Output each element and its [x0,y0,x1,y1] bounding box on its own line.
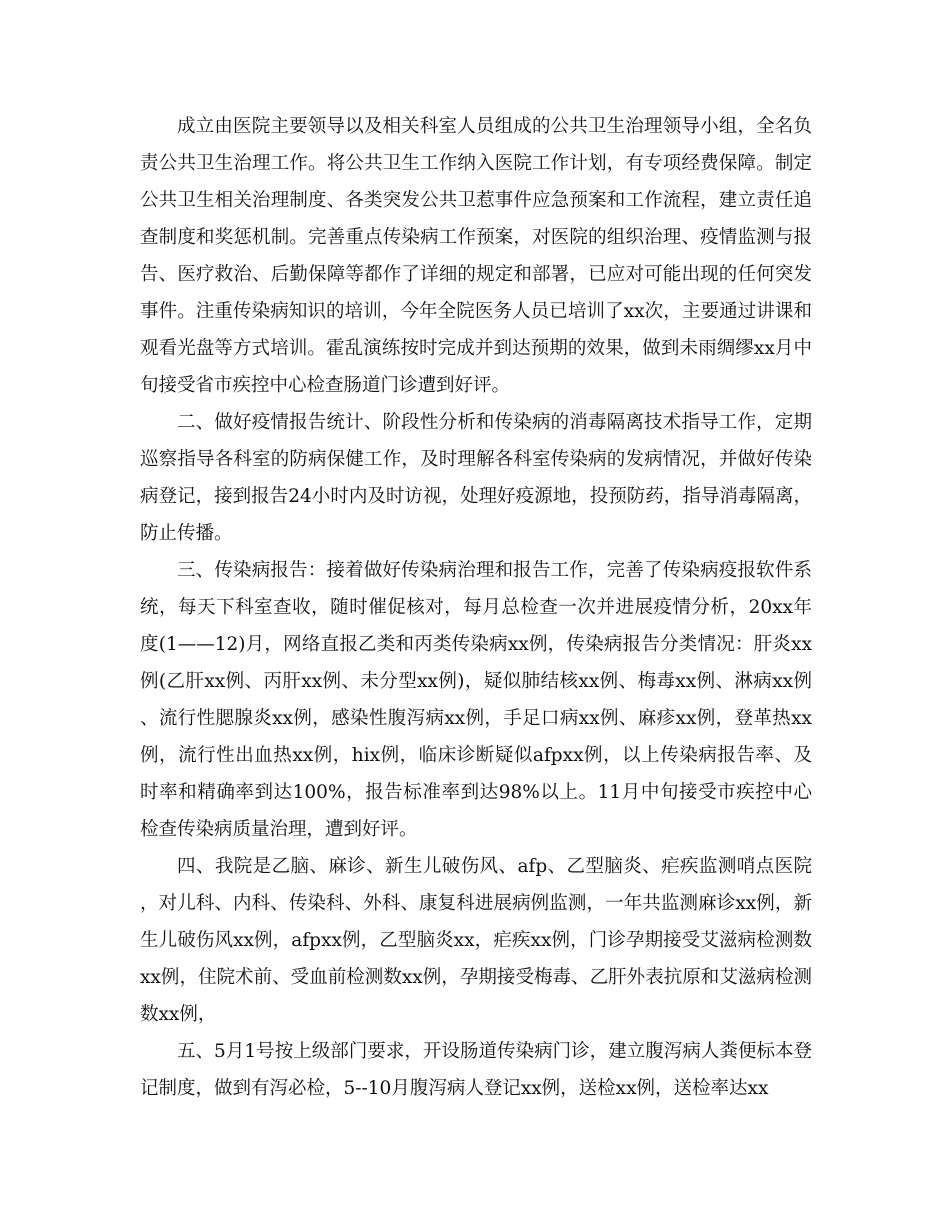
paragraph-epidemic-reporting: 二、做好疫情报告统计、阶段性分析和传染病的消毒隔离技术指导工作，定期巡察指导各科室的防病保健工作，及时理解各科室传染病的发病情况，并做好传染病登记，接到报告24小时内及时访视，处理好疫源地，投预防药，指导消毒隔离，防止传播。 [140,412,812,544]
paragraph-leadership-group: 成立由医院主要领导以及相关科室人员组成的公共卫生治理领导小组，全名负责公共卫生治理工作。将公共卫生工作纳入医院工作计划，有专项经费保障。制定公共卫生相关治理制度、各类突发公共卫惹事件应急预案和工作流程，建立责任追查制度和奖惩机制。完善重点传染病工作预案，对医院的组织治理、疫情监测与报告、医疗救治、后勤保障等都作了详细的规定和部署，已应对可能出现的任何突发事件。注重传染病知识的培训，今年全院医务人员已培训了xx次，主要通过讲课和观看光盘等方式培训。霍乱演练按时完成并到达预期的效果，做到未雨绸缪xx月中旬接受省市疾控中心检查肠道门诊遭到好评。 [140,116,812,396]
document-body [140,108,812,1107]
paragraph-infectious-disease-report: 三、传染病报告：接着做好传染病治理和报告工作，完善了传染病疫报软件系统，每天下科室查收，随时催促核对，每月总检查一次并进展疫情分析，20xx年度(1——12)月，网络直报乙类和丙类传染病xx例，传染病报告分类情况：肝炎xx例(乙肝xx例、丙肝xx例、未分型xx例)，疑似肺结核xx例、梅毒xx例、淋病xx例、流行性腮腺炎xx例，感染性腹泻病xx例，手足口病xx例、麻疹xx例，登革热xx例，流行性出血热xx例，hix例，临床诊断疑似afpxx例，以上传染病报告率、及时率和精确率到达100%，报告标准率到达98%以上。11月中旬接受市疾控中心检查传染病质量治理，遭到好评。 [140,560,812,840]
paragraph-sentinel-monitoring: 四、我院是乙脑、麻诊、新生儿破伤风、afp、乙型脑炎、疟疾监测哨点医院，对儿科、内科、传染科、外科、康复科进展病例监测，一年共监测麻诊xx例，新生儿破伤风xx例，afpxx例，乙型脑炎xx，疟疾xx例，门诊孕期接受艾滋病检测数xx例，住院术前、受血前检测数xx例，孕期接受梅毒、乙肝外表抗原和艾滋病检测数xx例， [140,856,812,1025]
paragraph-intestinal-clinic: 五、5月1号按上级部门要求，开设肠道传染病门诊，建立腹泻病人粪便标本登记制度，做到有泻必检，5--10月腹泻病人登记xx例，送检xx例，送检率达xx [140,1041,812,1099]
